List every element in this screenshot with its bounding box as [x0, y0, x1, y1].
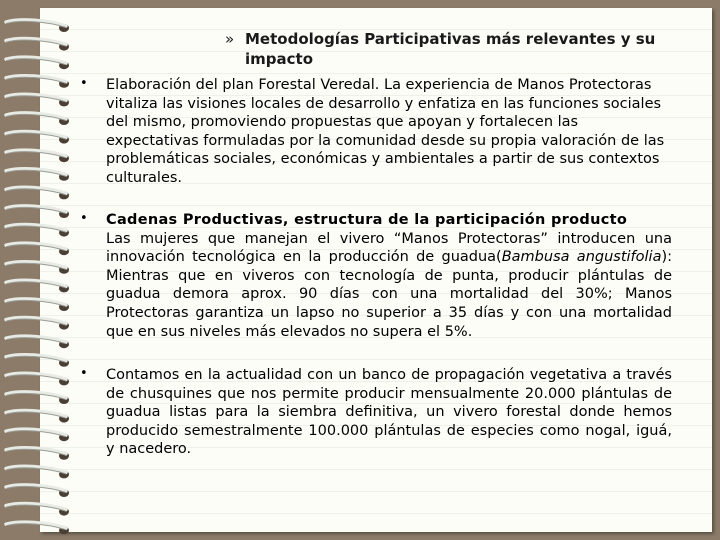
- spiral-ring: [6, 429, 69, 441]
- spiral-ring: [6, 318, 69, 330]
- spiral-ring: [6, 206, 69, 218]
- spiral-ring: [6, 243, 69, 255]
- spiral-ring: [6, 466, 69, 478]
- spiral-ring: [6, 225, 69, 237]
- spiral-ring: [6, 169, 69, 181]
- spiral-ring: [6, 150, 69, 162]
- species-name: Bambusa angustifolia: [501, 249, 662, 266]
- bullet-icon: •: [80, 211, 88, 226]
- spiral-ring: [6, 448, 69, 460]
- spiral-ring: [6, 504, 69, 516]
- heading-arrow-icon: »: [225, 30, 235, 48]
- spiral-ring: [6, 76, 69, 88]
- spiral-ring: [6, 373, 69, 385]
- heading-text: Metodologías Participativas más relevantes y su impacto: [245, 30, 656, 68]
- spiral-ring: [6, 187, 69, 199]
- spiral-ring: [6, 280, 69, 292]
- list-item-text-b: ): Mientras que en viveros con tecnología de punta, producir plántulas de guadua demora aprox. 90 días con una mortalidad del 30%; Manos Protectoras garantiza un lapso no superior a 35 días y con una mortalidad que en sus niveles más elevados no supera el 5%.: [106, 249, 673, 340]
- list-item-text: Elaboración del plan Forestal Veredal. La experiencia de Manos Protectoras vitaliza las visiones locales de desarrollo y enfatiza en las funciones sociales del mismo, promoviendo propuestas que apoyan y fortalecen las expectativas formuladas por la comunidad desde su propia valoración de las problemáticas sociales, económicas y ambientales a partir de sus contextos culturales.: [106, 77, 665, 186]
- list-item-body: [106, 211, 672, 341]
- spiral-ring: [6, 132, 69, 144]
- slide-heading: [225, 30, 685, 69]
- spiral-ring: [6, 336, 69, 348]
- spiral-ring: [6, 20, 69, 32]
- spiral-ring: [6, 485, 69, 497]
- spiral-ring: [6, 355, 69, 367]
- spiral-ring: [6, 392, 69, 404]
- spiral-ring: [6, 262, 69, 274]
- bullet-icon: •: [80, 76, 88, 91]
- bullet-icon: •: [80, 366, 88, 381]
- spiral-ring: [6, 411, 69, 423]
- spiral-binding-icon: [0, 0, 80, 540]
- list-item-title: Cadenas Productivas, estructura de la participación producto: [106, 212, 628, 228]
- spiral-ring: [6, 94, 69, 106]
- spiral-ring: [6, 39, 69, 51]
- spiral-ring: [6, 522, 69, 534]
- spiral-ring: [6, 299, 69, 311]
- list-item-text: Contamos en la actualidad con un banco de propagación vegetativa a través de chusquines que nos permite producir mensualmente 20.000 plántulas de guadua listas para la siembra definitiva, un vivero forestal donde hemos producido semestralmente 100.000 plántulas de especies como nogal, iguá, y nacedero.: [106, 367, 672, 458]
- spiral-ring: [6, 57, 69, 69]
- list-item-text-a: Las mujeres que manejan el vivero “Manos Protectoras” introducen una innovación tecnológica en la producción de guadua(: [106, 230, 672, 266]
- spiral-ring: [6, 113, 69, 125]
